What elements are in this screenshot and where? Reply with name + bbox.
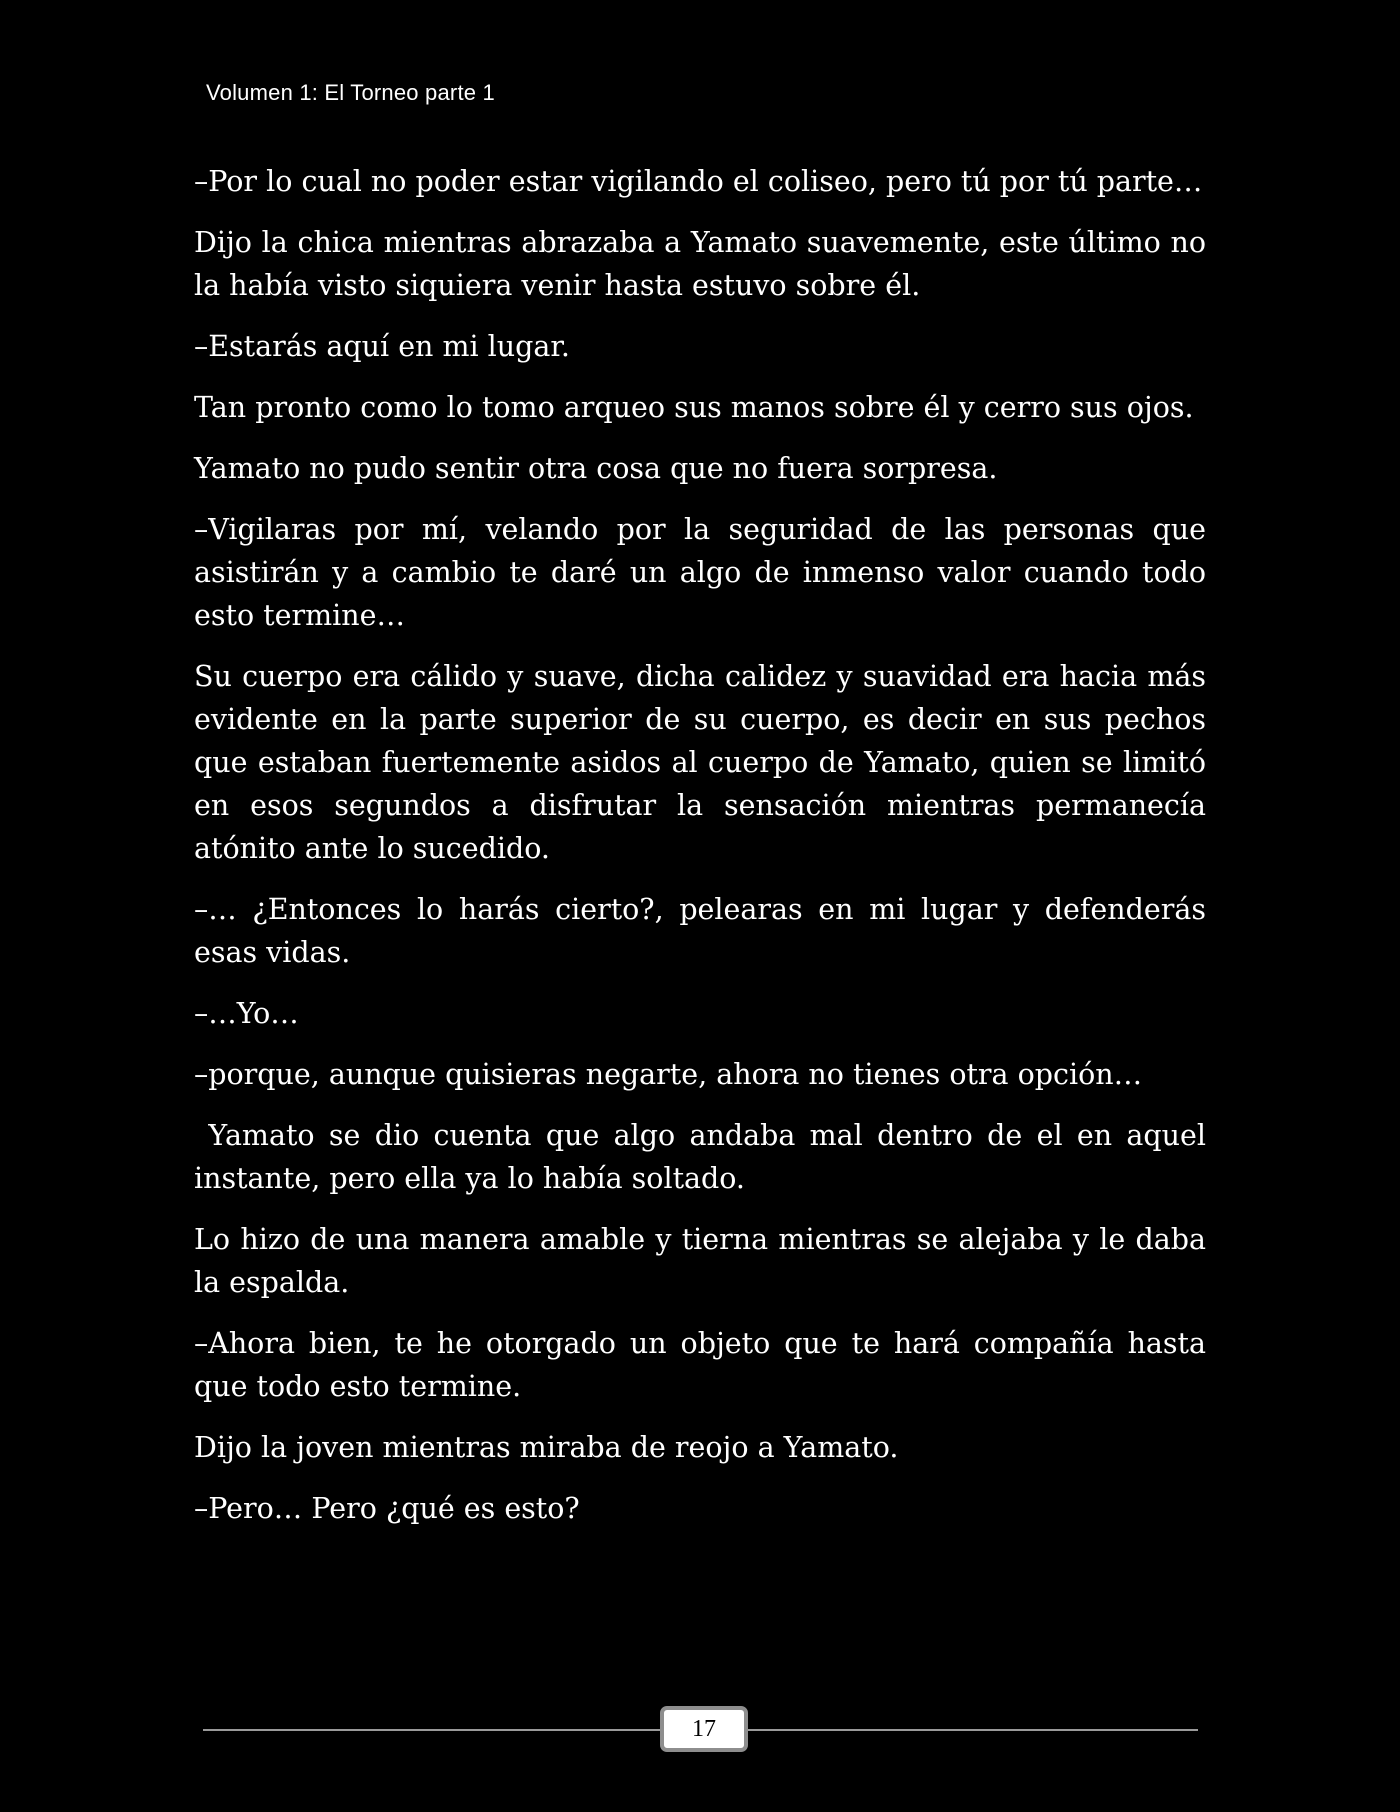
page-number: 17 [692,1715,716,1742]
paragraph: –Vigilaras por mí, velando por la seguridad de las personas que asistirán y a cambio te daré un algo de inmenso valor cuando todo esto termine… [194,513,1206,632]
paragraph: –Pero… Pero ¿qué es esto? [194,1492,580,1525]
footer-rule-right [748,1729,1198,1731]
paragraph: Yamato no pudo sentir otra cosa que no fuera sorpresa. [194,452,998,485]
paragraph: Su cuerpo era cálido y suave, dicha calidez y suavidad era hacia más evidente en la parte superior de su cuerpo, es decir en sus pechos que estaban fuertemente asidos al cuerpo de Yamato, quien se limitó en esos segundos a disfrutar la sensación mientras permanecía atónito ante lo sucedido. [194,660,1206,865]
page-body [194,160,1216,1548]
paragraph: –…Yo… [194,997,299,1030]
paragraph: –Por lo cual no poder estar vigilando el coliseo, pero tú por tú parte… [194,165,1203,198]
page-number-box [660,1706,748,1752]
running-header: Volumen 1: El Torneo parte 1 [206,80,495,105]
paragraph: –porque, aunque quisieras negarte, ahora no tienes otra opción… [194,1058,1143,1091]
footer-rule-left [203,1729,661,1731]
paragraph: Lo hizo de una manera amable y tierna mientras se alejaba y le daba la espalda. [194,1223,1206,1299]
paragraph: Dijo la chica mientras abrazaba a Yamato suavemente, este último no la había visto siquiera venir hasta estuvo sobre él. [194,226,1206,302]
paragraph: –… ¿Entonces lo harás cierto?, pelearas en mi lugar y defenderás esas vidas. [194,893,1206,969]
paragraph: Yamato se dio cuenta que algo andaba mal dentro de el en aquel instante, pero ella ya lo había soltado. [194,1119,1216,1195]
paragraph: Dijo la joven mientras miraba de reojo a Yamato. [194,1431,899,1464]
paragraph: –Estarás aquí en mi lugar. [194,330,570,363]
paragraph: –Ahora bien, te he otorgado un objeto que te hará compañía hasta que todo esto termine. [194,1327,1206,1403]
paragraph: Tan pronto como lo tomo arqueo sus manos sobre él y cerro sus ojos. [194,391,1194,424]
